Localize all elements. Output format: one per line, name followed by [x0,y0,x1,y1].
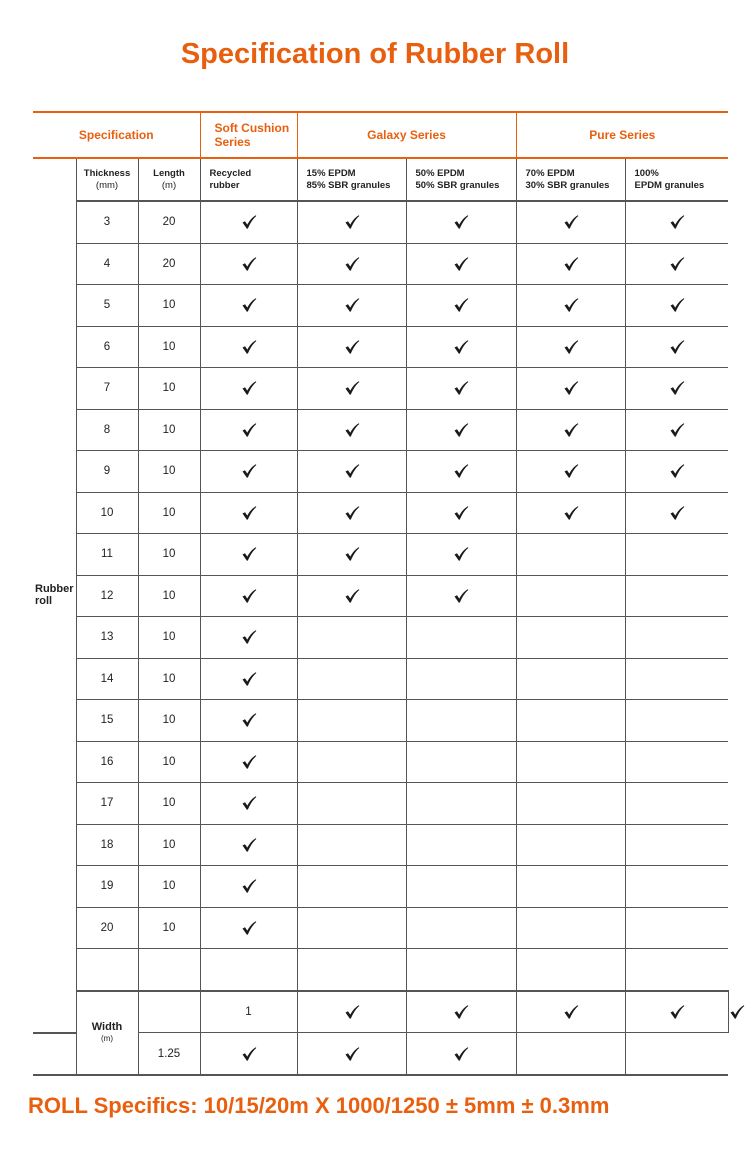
check-cell [200,285,297,327]
check-icon [669,380,685,396]
check-cell [625,783,728,825]
check-cell [516,368,625,410]
rubber-roll-label-line1: Rubber [35,583,74,596]
check-cell [297,991,406,1033]
check-cell [516,658,625,700]
table-row [33,617,728,659]
table-row [33,451,728,493]
table-row [33,658,728,700]
check-icon [344,1004,360,1020]
check-cell [200,575,297,617]
thickness-cell: 10 [76,492,138,534]
check-cell [200,534,297,576]
check-cell [297,368,406,410]
length-cell: 20 [138,201,200,243]
table-row [33,368,728,410]
check-icon [453,380,469,396]
header-galaxy: Galaxy Series [297,112,516,158]
check-icon [241,339,257,355]
check-cell [297,658,406,700]
thickness-cell: 4 [76,243,138,285]
check-icon [669,1004,685,1020]
check-cell [516,949,625,991]
recycled-rubber-header [200,158,297,201]
check-cell [625,991,728,1033]
check-cell [297,451,406,493]
width-label [76,991,138,1076]
check-cell [406,866,516,908]
check-icon [241,422,257,438]
thickness-cell: 15 [76,700,138,742]
length-cell: 10 [138,741,200,783]
check-cell [406,451,516,493]
table-row [33,866,728,908]
check-cell [625,907,728,949]
check-cell [516,409,625,451]
check-cell [297,907,406,949]
check-cell [297,783,406,825]
check-cell [516,617,625,659]
width-row [33,991,728,1033]
check-icon [453,256,469,272]
check-cell [200,866,297,908]
check-icon [563,505,579,521]
check-cell [516,1033,625,1076]
length-cell: 10 [138,700,200,742]
pure-100-header [625,158,728,201]
thickness-cell: 18 [76,824,138,866]
check-icon [453,422,469,438]
check-icon [563,1004,579,1020]
check-icon [563,422,579,438]
check-cell [297,201,406,243]
check-icon [669,297,685,313]
check-icon [669,256,685,272]
spec-table [33,111,728,1076]
check-cell [406,534,516,576]
check-icon [241,588,257,604]
check-icon [241,671,257,687]
check-icon [453,1046,469,1062]
check-cell [200,409,297,451]
check-cell [200,741,297,783]
check-cell [516,866,625,908]
check-cell [625,201,728,243]
table-row [33,201,728,243]
check-icon [729,1004,745,1020]
check-icon [344,422,360,438]
check-cell [297,1033,406,1076]
check-icon [241,920,257,936]
thickness-cell: 8 [76,409,138,451]
recycled-line2: rubber [209,179,240,191]
thickness-cell: 14 [76,658,138,700]
table-row [33,492,728,534]
check-icon [241,256,257,272]
thickness-header [76,158,138,201]
check-cell [516,201,625,243]
length-cell: 10 [138,575,200,617]
check-cell [297,534,406,576]
series-header-row [33,112,728,158]
width-unit: (m) [101,1033,113,1043]
check-icon [453,546,469,562]
check-cell [297,824,406,866]
thickness-cell: 13 [76,617,138,659]
rubber-roll-label [33,158,76,1033]
check-icon [669,339,685,355]
length-cell: 10 [138,326,200,368]
check-icon [241,878,257,894]
width-value-cell: 1 [200,991,297,1033]
p2-line1: 100% [634,167,659,179]
roll-specifics-footer: ROLL Specifics: 10/15/20m X 1000/1250 ± 5mm ± 0.3mm [28,1093,610,1118]
check-cell [200,617,297,659]
thickness-header-label: Thickness [83,167,131,179]
check-cell [625,243,728,285]
g2-line1: 50% EPDM [415,167,465,179]
p1-line1: 70% EPDM [525,167,575,179]
check-icon [344,380,360,396]
check-cell [406,783,516,825]
thickness-cell: 7 [76,368,138,410]
check-icon [563,297,579,313]
check-icon [453,505,469,521]
check-cell [200,451,297,493]
table-row [33,243,728,285]
length-header [138,158,200,201]
table-row [33,824,728,866]
length-cell: 10 [138,451,200,493]
table-row [33,949,728,991]
check-cell [200,700,297,742]
thickness-cell: 9 [76,451,138,493]
table-row [33,534,728,576]
check-cell [297,285,406,327]
check-cell [625,326,728,368]
check-icon [563,463,579,479]
g1-line2: 85% SBR granules [306,179,391,191]
check-icon [241,380,257,396]
galaxy-50-header [406,158,516,201]
check-cell [406,658,516,700]
length-cell [138,949,200,991]
check-cell [625,1033,728,1076]
thickness-cell: 3 [76,201,138,243]
check-cell [516,534,625,576]
check-cell [625,866,728,908]
check-cell [625,824,728,866]
check-cell [297,409,406,451]
check-icon [563,339,579,355]
check-icon [453,214,469,230]
table-row [33,700,728,742]
check-icon [669,214,685,230]
thickness-cell: 11 [76,534,138,576]
check-icon [241,795,257,811]
check-cell [406,617,516,659]
check-cell [200,783,297,825]
width-row [33,1033,728,1076]
check-cell [625,285,728,327]
header-soft-cushion: Soft Cushion Series [200,112,297,158]
check-cell [200,949,297,991]
width-empty-cell [138,991,200,1033]
length-header-label: Length [153,167,185,179]
rubber-roll-label-line2: roll [35,595,53,608]
check-cell [625,949,728,991]
check-icon [241,837,257,853]
check-icon [344,214,360,230]
p2-line2: EPDM granules [634,179,705,191]
length-cell: 10 [138,492,200,534]
check-cell [625,741,728,783]
check-cell [625,409,728,451]
check-cell [297,617,406,659]
check-icon [344,256,360,272]
width-empty-cell [33,1033,76,1076]
check-cell [200,243,297,285]
thickness-cell: 20 [76,907,138,949]
table-row [33,907,728,949]
check-icon [563,214,579,230]
check-icon [453,463,469,479]
page-title: Specification of Rubber Roll [180,38,570,70]
thickness-cell: 16 [76,741,138,783]
length-cell: 10 [138,534,200,576]
pure-70-header [516,158,625,201]
check-icon [453,297,469,313]
check-cell [406,741,516,783]
check-cell [625,575,728,617]
check-cell [516,741,625,783]
check-cell [516,575,625,617]
check-cell [625,451,728,493]
table-row [33,783,728,825]
check-icon [344,297,360,313]
check-icon [563,380,579,396]
check-icon [344,546,360,562]
table-row [33,575,728,617]
header-pure: Pure Series [516,112,728,158]
table-row [33,409,728,451]
check-cell [406,285,516,327]
check-cell [516,285,625,327]
check-cell [406,949,516,991]
table-row [33,285,728,327]
check-cell [406,201,516,243]
check-cell [516,326,625,368]
check-cell [200,492,297,534]
table-row [33,326,728,368]
length-cell: 10 [138,824,200,866]
check-icon [344,463,360,479]
header-specification: Specification [33,112,200,158]
galaxy-15-header [297,158,406,201]
check-cell [516,907,625,949]
check-cell [625,492,728,534]
check-cell [297,949,406,991]
check-cell [406,907,516,949]
length-cell: 10 [138,783,200,825]
check-cell [516,824,625,866]
check-cell [406,991,516,1033]
check-cell [406,243,516,285]
length-cell: 10 [138,866,200,908]
length-cell: 10 [138,658,200,700]
check-cell [200,368,297,410]
thickness-cell: 6 [76,326,138,368]
check-cell [516,700,625,742]
thickness-unit: (mm) [95,179,119,191]
check-cell [297,575,406,617]
check-icon [241,712,257,728]
check-cell [625,700,728,742]
check-cell [200,907,297,949]
check-icon [241,546,257,562]
check-icon [241,463,257,479]
check-icon [453,339,469,355]
check-icon [563,256,579,272]
g1-line1: 15% EPDM [306,167,356,179]
length-cell: 10 [138,409,200,451]
length-cell: 10 [138,907,200,949]
check-cell [516,783,625,825]
check-icon [344,339,360,355]
thickness-cell: 19 [76,866,138,908]
check-cell [625,534,728,576]
check-icon [669,422,685,438]
check-cell [297,700,406,742]
check-icon [344,1046,360,1062]
check-cell [297,741,406,783]
material-header-row [33,158,728,201]
check-icon [241,754,257,770]
check-cell [406,368,516,410]
check-icon [669,505,685,521]
check-cell [516,492,625,534]
check-cell [200,824,297,866]
check-cell [200,326,297,368]
check-cell [516,451,625,493]
table-row [33,741,728,783]
check-cell [297,866,406,908]
check-icon [241,629,257,645]
g2-line2: 50% SBR granules [415,179,500,191]
check-icon [344,588,360,604]
thickness-cell: 17 [76,783,138,825]
check-cell [200,1033,297,1076]
width-label-text: Width [91,1020,123,1033]
check-icon [241,214,257,230]
check-icon [241,505,257,521]
check-icon [669,463,685,479]
check-cell [406,492,516,534]
check-icon [344,505,360,521]
width-value-cell: 1.25 [138,1033,200,1076]
recycled-line1: Recycled [209,167,252,179]
length-cell: 10 [138,285,200,327]
check-cell [625,368,728,410]
check-icon [241,1046,257,1062]
check-cell [516,991,625,1033]
check-cell [406,1033,516,1076]
check-cell [200,658,297,700]
length-cell: 20 [138,243,200,285]
check-cell [406,409,516,451]
check-cell [200,201,297,243]
length-cell: 10 [138,617,200,659]
check-icon [241,297,257,313]
p1-line2: 30% SBR granules [525,179,610,191]
thickness-cell [76,949,138,991]
check-cell [297,243,406,285]
length-cell: 10 [138,368,200,410]
check-cell [625,617,728,659]
check-cell [297,492,406,534]
check-cell [297,326,406,368]
check-cell [406,700,516,742]
check-cell [406,326,516,368]
length-unit: (m) [161,179,177,191]
check-cell [406,575,516,617]
check-cell [516,243,625,285]
check-cell [625,658,728,700]
check-cell [406,824,516,866]
check-icon [453,1004,469,1020]
thickness-cell: 5 [76,285,138,327]
check-icon [453,588,469,604]
thickness-cell: 12 [76,575,138,617]
